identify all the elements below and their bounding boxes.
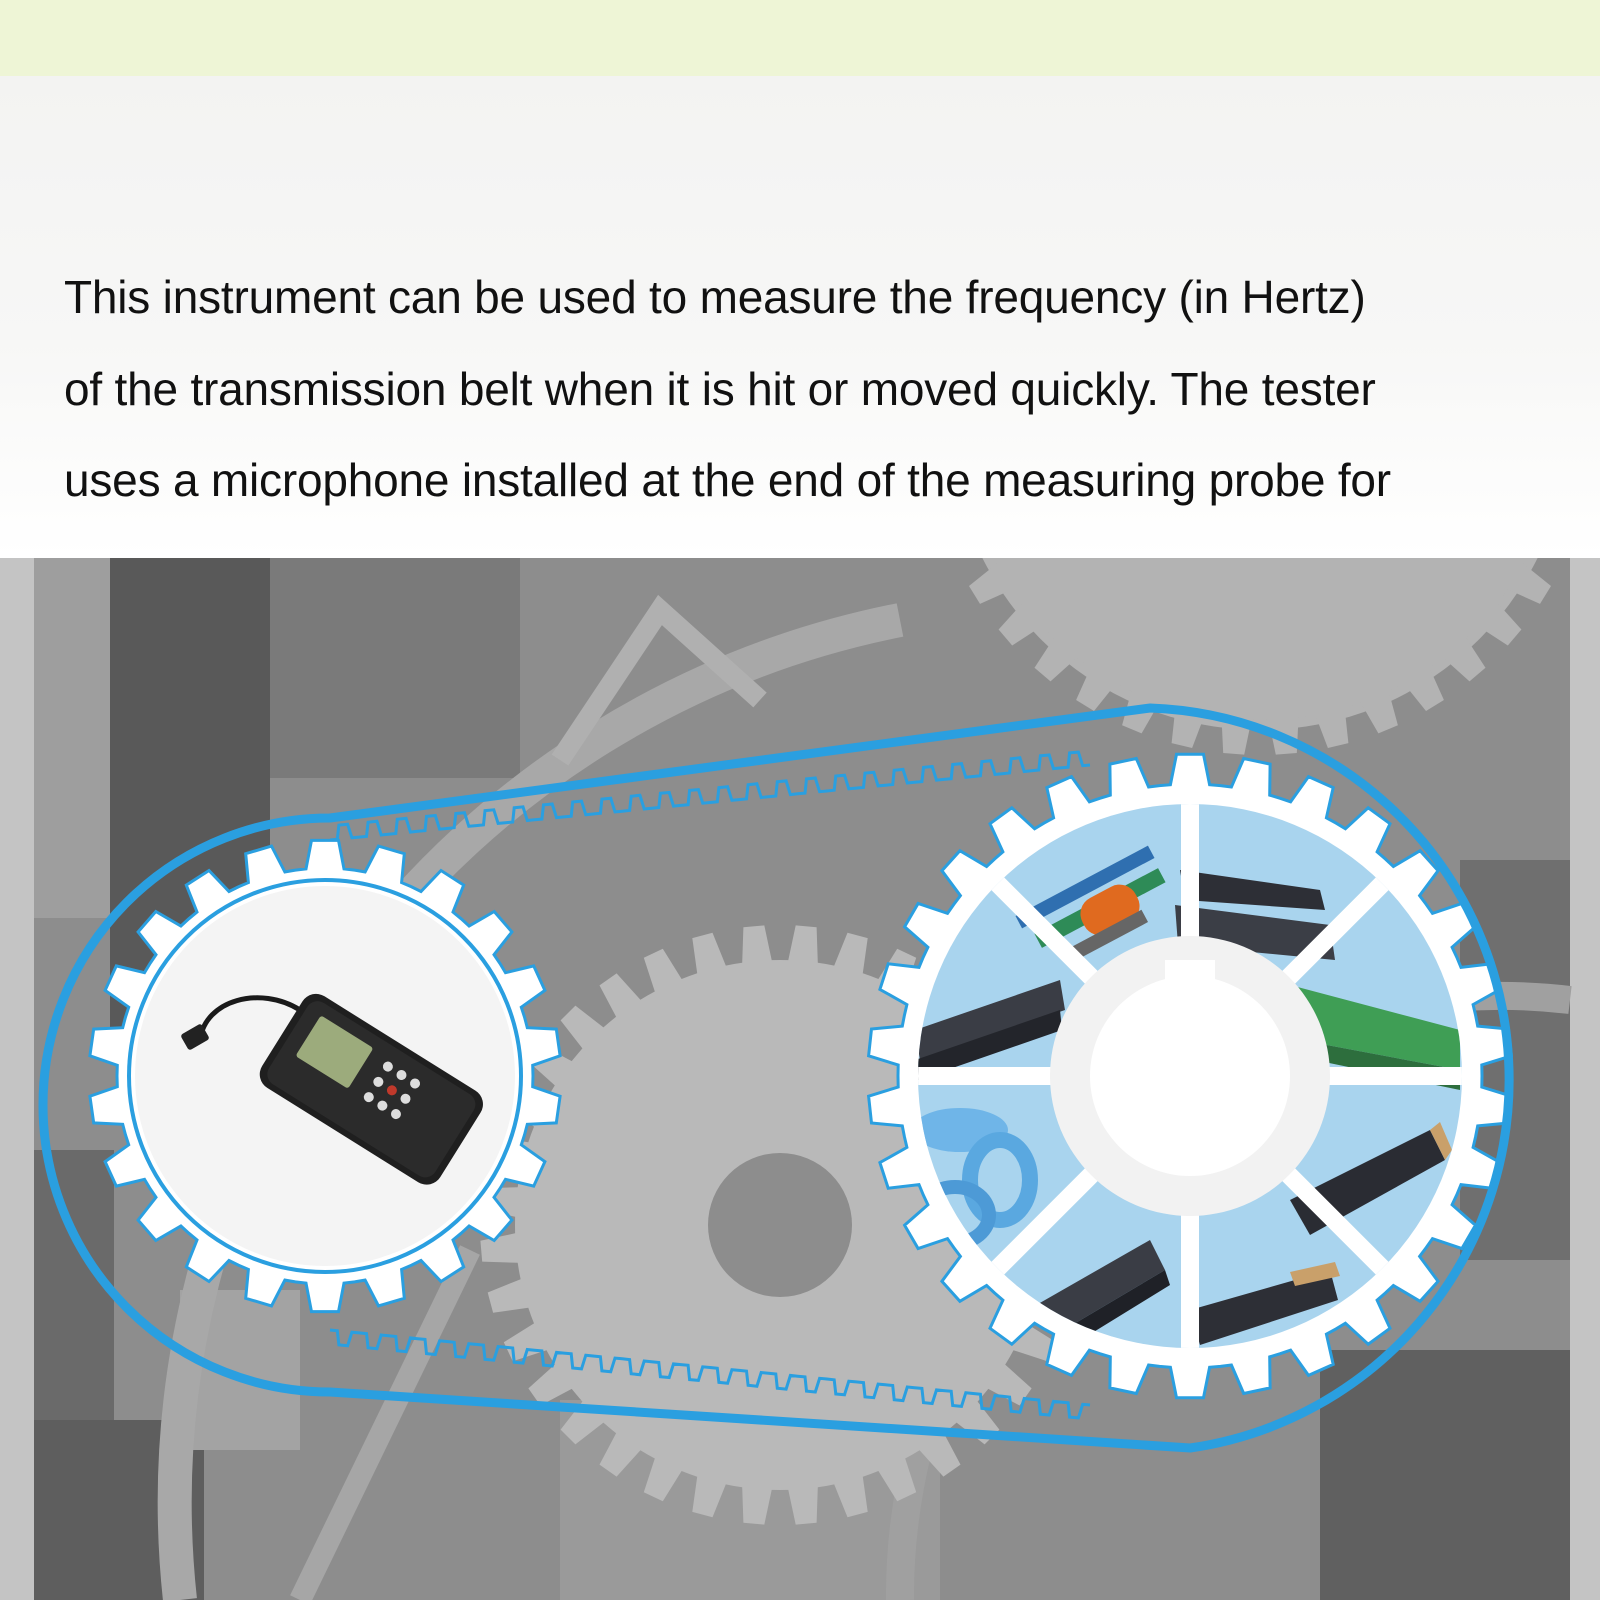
top-banner-band [0, 0, 1600, 76]
text-panel [0, 76, 1600, 558]
belt-gear-illustration [0, 558, 1600, 1600]
description-text: This instrument can be used to measure the frequency (in Hertz) of the transmission belt when it is hit or moved quickly. The tester uses a microphone installed at the end of the measuring probe for [64, 271, 1391, 506]
